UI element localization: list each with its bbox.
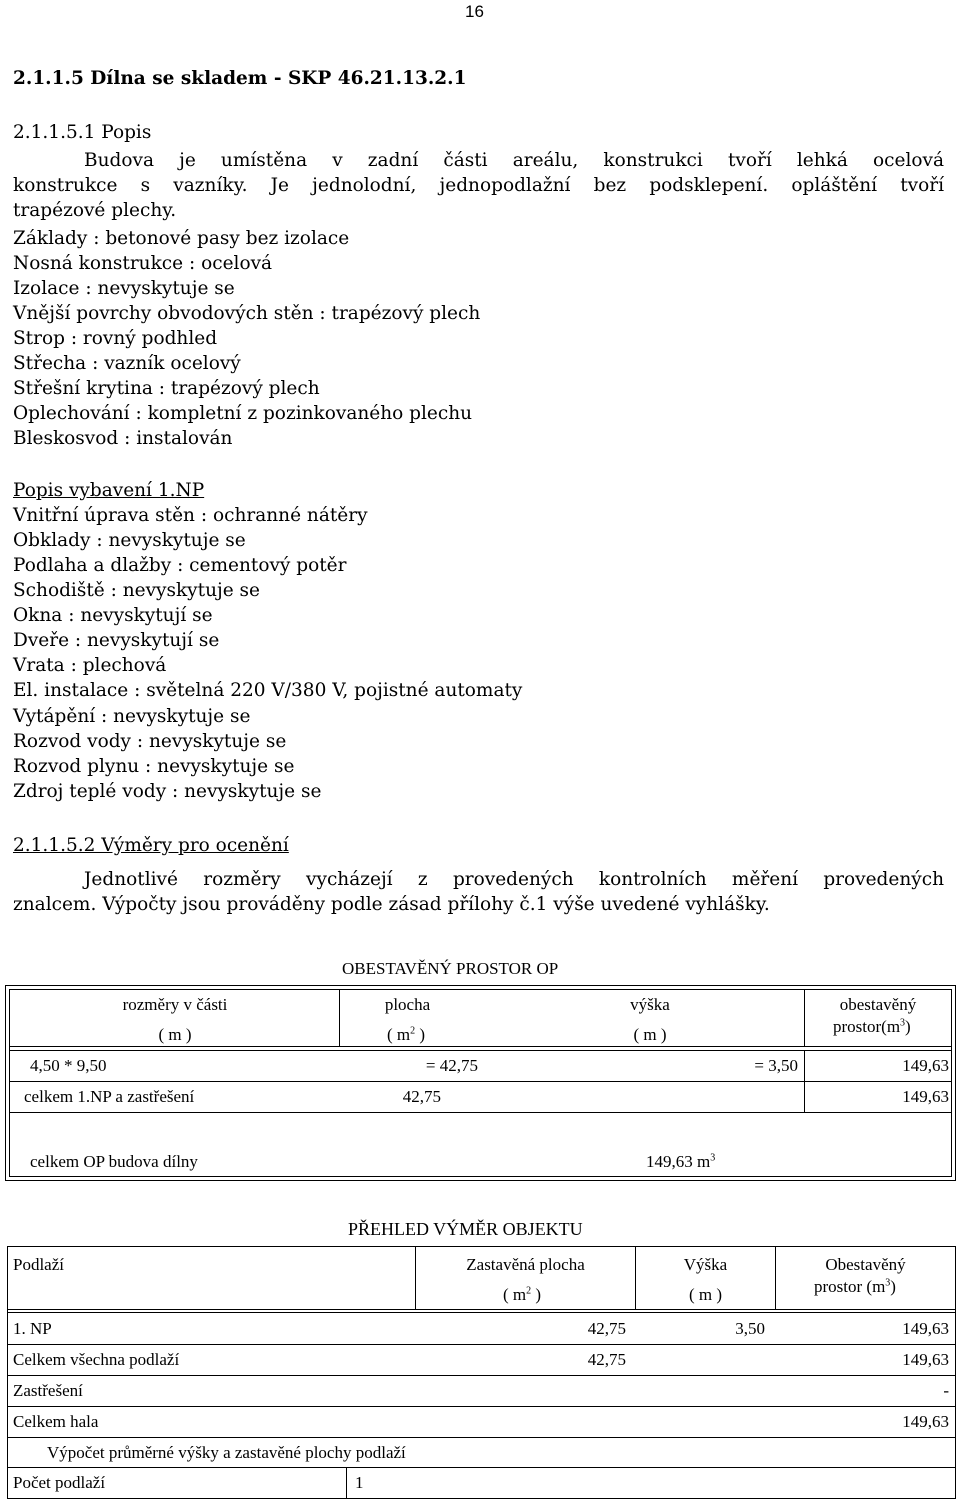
vymery-text-line-2: znalcem. Výpočty jsou prováděny podle zásad přílohy č.1 výše uvedené vyhlášky. <box>13 894 770 915</box>
op-header-height-unit: ( m ) <box>633 1025 667 1044</box>
property-line: Vnější povrchy obvodových stěn : trapézový plech <box>13 303 481 324</box>
subsection-heading-popis: 2.1.1.5.1 Popis <box>13 122 152 143</box>
summary-row-label: Celkem hala <box>13 1412 99 1431</box>
equipment-line: Podlaha a dlažby : cementový potěr <box>13 555 347 576</box>
equipment-line: Vytápění : nevyskytuje se <box>13 706 251 727</box>
summary-row-label: Zastřešení <box>13 1381 83 1400</box>
summary-row-volume: - <box>943 1381 949 1400</box>
summary-row-volume: 149,63 <box>902 1412 949 1431</box>
summary-row-volume: 149,63 <box>902 1319 949 1338</box>
summary-table-title: PŘEHLED VÝMĚR OBJEKTU <box>348 1219 583 1239</box>
summary-row-height: 3,50 <box>735 1319 765 1338</box>
equipment-heading: Popis vybavení 1.NP <box>13 480 205 501</box>
summary-header-volume: Obestavěný <box>825 1255 906 1274</box>
op-total-value: 149,63 $m^3$ <box>646 1152 716 1171</box>
summary-header-area-unit: ( $m^2$ ) <box>503 1285 542 1304</box>
op-header-volume: obestavěný <box>839 995 917 1014</box>
summary-row-area: 42,75 <box>587 1350 626 1369</box>
op-row2-label: celkem 1.NP a zastřešení <box>24 1087 195 1106</box>
page-number: 16 <box>465 2 484 21</box>
equipment-line: Rozvod plynu : nevyskytuje se <box>13 756 295 777</box>
equipment-line: Vrata : plechová <box>13 655 167 676</box>
equipment-line: Vnitřní úprava stěn : ochranné nátěry <box>13 505 368 526</box>
property-line: Strop : rovný podhled <box>13 328 218 349</box>
summary-row-label: 1. NP <box>13 1319 52 1338</box>
op-row2-volume: 149,63 <box>902 1087 949 1106</box>
op-row1-volume: 149,63 <box>902 1056 949 1075</box>
equipment-line: Obklady : nevyskytuje se <box>13 530 246 551</box>
calc-title: Výpočet průměrné výšky a zastavěné plochy podlaží <box>47 1443 406 1462</box>
op-header-dimensions: rozměry v části <box>122 995 228 1014</box>
summary-row-label: Celkem všechna podlaží <box>13 1350 180 1369</box>
summary-row-area: 42,75 <box>587 1319 626 1338</box>
summary-header-height: Výška <box>683 1255 728 1274</box>
op-header-height: výška <box>630 995 670 1014</box>
description-line-3: trapézové plechy. <box>13 200 177 221</box>
section-heading: 2.1.1.5 Dílna se skladem - SKP 46.21.13.2.1 <box>13 68 467 89</box>
summary-header-area: Zastavěná plocha <box>466 1255 585 1274</box>
equipment-line: Zdroj teplé vody : nevyskytuje se <box>13 781 322 802</box>
op-row1-dimensions: 4,50 * 9,50 <box>30 1056 107 1075</box>
property-line: Bleskosvod : instalován <box>13 428 233 449</box>
subsection-heading-vymery: 2.1.1.5.2 Výměry pro ocenění <box>13 835 289 856</box>
op-header-area-unit: ( $m^2$ ) <box>387 1025 426 1044</box>
property-line: Izolace : nevyskytuje se <box>13 278 235 299</box>
op-header-volume-unit: $prostor(m^3)$ <box>833 1017 911 1036</box>
op-header-dimensions-unit: ( m ) <box>158 1025 192 1044</box>
property-line: Nosná konstrukce : ocelová <box>13 253 273 274</box>
op-row1-area: = 42,75 <box>425 1056 478 1075</box>
equipment-line: Dveře : nevyskytují se <box>13 630 220 651</box>
op-table-title: OBESTAVĚNÝ PROSTOR OP <box>342 959 559 978</box>
equipment-line: Schodiště : nevyskytuje se <box>13 580 260 601</box>
summary-header-floor: Podlaží <box>13 1255 64 1274</box>
property-line: Střešní krytina : trapézový plech <box>13 378 320 399</box>
description-line-1: Budova je umístěna v zadní části areálu, konstrukci tvoří lehká ocelová <box>84 150 944 171</box>
floors-value: 1 <box>355 1473 364 1492</box>
property-line: Základy : betonové pasy bez izolace <box>13 228 350 249</box>
op-row1-height: = 3,50 <box>754 1056 798 1075</box>
description-line-2: konstrukce s vazníky. Je jednolodní, jednopodlažní bez podsklepení. opláštění tvoří <box>13 175 944 196</box>
summary-row-volume: 149,63 <box>902 1350 949 1369</box>
floors-label: Počet podlaží <box>13 1473 106 1492</box>
op-row2-area: 42,75 <box>402 1087 441 1106</box>
summary-header-height-unit: ( m ) <box>688 1285 723 1304</box>
equipment-line: Okna : nevyskytují se <box>13 605 213 626</box>
vymery-text-line-1: Jednotlivé rozměry vycházejí z provedených kontrolních měření provedených <box>84 869 944 890</box>
equipment-line: El. instalace : světelná 220 V/380 V, pojistné automaty <box>13 680 523 701</box>
equipment-line: Rozvod vody : nevyskytuje se <box>13 731 287 752</box>
property-line: Oplechování : kompletní z pozinkovaného plechu <box>13 403 473 424</box>
op-total-label: celkem OP budova dílny <box>30 1152 198 1171</box>
op-header-area: plocha <box>384 995 431 1014</box>
summary-header-volume-unit: prostor $(m^3)$ <box>814 1277 896 1296</box>
property-line: Střecha : vazník ocelový <box>13 353 241 374</box>
